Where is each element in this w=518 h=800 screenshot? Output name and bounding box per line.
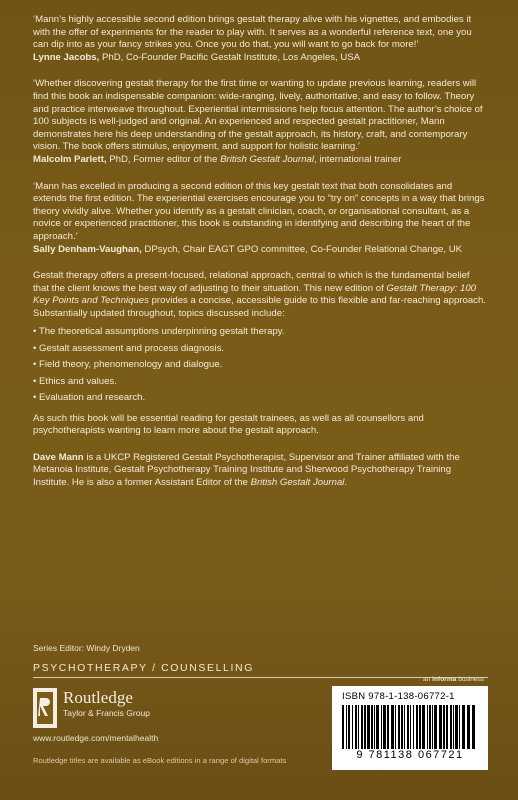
- quote-credit: PhD, Former editor of the: [106, 153, 221, 165]
- endorsement-2: [33, 78, 487, 166]
- author-name: Dave Mann: [33, 451, 84, 463]
- quote-author: Lynne Jacobs,: [33, 51, 100, 63]
- publisher-name: Routledge: [63, 688, 133, 707]
- barcode-digits: 9 781138 067721: [356, 749, 464, 761]
- subject-category: PSYCHOTHERAPY / COUNSELLING: [33, 662, 254, 674]
- barcode-bars: [342, 705, 478, 749]
- description-text: Gestalt therapy offers a present-focused, relational approach, central to which is the fundamental belief that the client knows the best way of adjusting to their situation. This new edition of: [33, 270, 470, 294]
- author-bio: [33, 452, 487, 490]
- informa-business: an informa business: [423, 676, 485, 683]
- topics-list: [33, 326, 487, 404]
- quote-author: Sally Denham-Vaughan,: [33, 243, 142, 255]
- quote-credit: DPsych, Chair EAGT GPO committee, Co-Founder Relational Change, UK: [141, 243, 463, 255]
- list-item: • Gestalt assessment and process diagnosis.: [33, 342, 225, 354]
- routledge-logo-icon: [33, 688, 57, 728]
- description-paragraph: [33, 270, 487, 320]
- quote-credit-end: , international trainer: [314, 153, 402, 165]
- audience-paragraph: As such this book will be essential reading for gestalt trainees, as well as all counsellors and psychotherapists wanting to learn more about the gestalt approach.: [33, 412, 424, 437]
- quote-author: Malcolm Parlett,: [33, 153, 107, 165]
- quote-text: ‘Mann’s highly accessible second edition brings gestalt therapy alive with his vignettes, and embodies it with the offer of experiments for the reader to play with. It serves as a wonderful reference text, one you can dip into as your fancy strikes you. Once you do that, you will want to go back for more!’: [33, 14, 472, 51]
- barcode: [332, 686, 488, 770]
- list-item: • Ethics and values.: [33, 375, 117, 387]
- endorsement-1: [33, 14, 487, 64]
- author-bio-end: .: [344, 476, 348, 488]
- list-item: • Evaluation and research.: [33, 392, 146, 404]
- publisher-group: Taylor & Francis Group: [63, 708, 150, 718]
- quote-credit: PhD, Co-Founder Pacific Gestalt Institute, Los Angeles, USA: [99, 51, 361, 63]
- description-text-end: provides a concise, accessible guide to this flexible and far-reaching approach. Substantially updated throughout, topics discussed include:: [33, 295, 486, 319]
- ebook-note: Routledge titles are available as eBook editions in a range of digital formats: [33, 756, 287, 765]
- list-item: • The theoretical assumptions underpinning gestalt therapy.: [33, 326, 285, 338]
- author-journal: British Gestalt Journal: [250, 476, 345, 488]
- author-bio-text: is a UKCP Registered Gestalt Psychotherapist, Supervisor and Trainer affiliated with the Metanoia Institute, Gestalt Psychotherapy Training Institute and Sherwood Psychotherapy Training Institute. He is also a former Assistant Editor of the: [33, 451, 460, 488]
- quote-text: ‘Mann has excelled in producing a second edition of this key gestalt text that both consolidates and extends the first edition. The experiential exercises encourage you to “try on” concepts in a way that brings theory vividly alive. Whether you identify as a gestalt clinician, coach, or organisational consultant, as a novice or experienced practitioner, this book is outstanding in identifying and describing the heart of the approach.’: [33, 180, 485, 242]
- book-title: Gestalt Therapy: 100 Key Points and Techniques: [33, 282, 476, 307]
- quote-credit-journal: British Gestalt Journal: [220, 153, 314, 165]
- list-item: • Field theory, phenomenology and dialogue.: [33, 359, 223, 371]
- quote-text: ‘Whether discovering gestalt therapy for the first time or wanting to update previous learning, readers will find this book an indispensable companion: wide-ranging, lively, authoritative, and easy to follow. Theory and practice interweave throughout. Experiential intermissions help focus attention. The author’s choice of 100 subjects is well-judged and original. An experienced and respected gestalt practitioner, Mann demonstrates here his deep understanding of the gestalt approach, its history, craft, and contemporary vision. The book offers stimulus, enjoyment, and support for holistic learning.’: [33, 78, 483, 153]
- isbn-text: ISBN 978-1-138-06772-1: [342, 691, 455, 702]
- publisher-url[interactable]: www.routledge.com/mentalhealth: [33, 733, 159, 743]
- divider: [33, 677, 488, 678]
- back-cover-text: [33, 14, 487, 489]
- series-editor: Series Editor: Windy Dryden: [33, 643, 140, 653]
- endorsement-3: [33, 181, 487, 257]
